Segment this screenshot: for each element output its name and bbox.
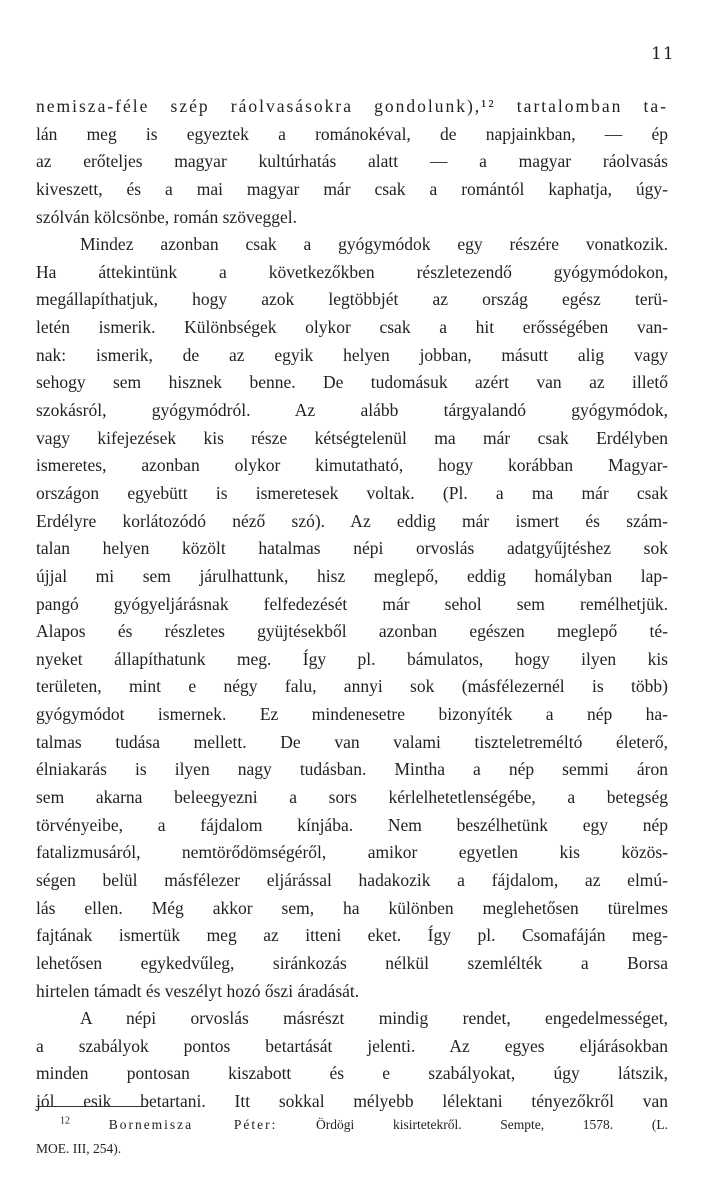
text-line: lán meg is egyeztek a románokéval, de napjainkban, — ép <box>36 123 668 144</box>
text-line: az erőteljes magyar kultúrhatás alatt — a magyar ráolvasás <box>36 151 668 172</box>
text-line: talan helyen közölt hatalmas népi orvoslás adatgyűjtéshez sok <box>36 538 668 559</box>
footnote-divider <box>36 1106 148 1107</box>
text-line: nemisza-féle szép ráolvasásokra gondolunk),¹² tartalomban ta- <box>36 96 668 116</box>
text-line: Erdélyre korlátozódó néző szó). Az eddig már ismert és szám- <box>36 510 668 531</box>
text-line: minden pontosan kiszabott és e szabályokat, úgy látszik, <box>36 1063 668 1084</box>
footnote-source: Ördögi kisirtetekről. Sempte, 1578. (L. <box>316 1117 668 1132</box>
paragraph-start-line: Mindez azonban csak a gyógymódok egy részére vonatkozik. <box>80 234 668 255</box>
text-line: Ha áttekintünk a következőkben részletezendő gyógymódokon, <box>36 261 668 282</box>
text-line: Alapos és részletes gyüjtésekből azonban egészen meglepő té- <box>36 621 668 642</box>
text-line: a szabályok pontos betartását jelenti. Az egyes eljárásokban <box>36 1035 668 1056</box>
text-line: megállapíthatjuk, hogy azok legtöbbjét az ország egész terü- <box>36 289 668 310</box>
footnote-line <box>36 1113 668 1137</box>
text-line: élniakarás is ilyen nagy tudásban. Mintha a nép semmi áron <box>36 759 668 780</box>
paragraph-start-line: A népi orvoslás másrészt mindig rendet, engedelmességet, <box>80 1008 668 1029</box>
text-line: fatalizmusáról, nemtörődömségéről, amikor egyetlen kis közös- <box>36 842 668 863</box>
text-line: hirtelen támadt és veszélyt hozó őszi áradását. <box>36 980 360 1001</box>
text-line: talmas tudása mellett. De van valami tiszteletreméltó életerő, <box>36 731 668 752</box>
text-line: szokásról, gyógymódról. Az alább tárgyalandó gyógymódok, <box>36 400 668 421</box>
text-line: lás ellen. Még akkor sem, ha különben meglehetősen türelmes <box>36 897 668 918</box>
text-line: fajtának ismertük meg az itteni eket. Így pl. Csomafáján meg- <box>36 925 668 946</box>
text-line: pangó gyógyeljárásnak felfedezését már sehol sem remélhetjük. <box>36 593 668 614</box>
footnote-author: Bornemisza Péter: <box>108 1117 278 1132</box>
text-line: sehogy sem hisznek benne. De tudomásuk azért van az illető <box>36 372 668 393</box>
text-line: ségen belül másfélezer eljárással hadakozik a fájdalom, az elmú- <box>36 869 668 890</box>
footnote-line: MOE. III, 254). <box>36 1141 122 1156</box>
text-line: országon egyebütt is ismeretesek voltak. (Pl. a ma már csak <box>36 482 668 503</box>
text-line: gyógymódot ismernek. Ez mindenesetre bizonyíték a nép ha- <box>36 704 668 725</box>
text-line: lehetősen egykedvűleg, siránkozás nélkül szemlélték a Borsa <box>36 952 668 973</box>
text-line: területen, mint e négy falu, annyi sok (másfélezernél is több) <box>36 676 668 697</box>
text-line: nyeket állapíthatunk meg. Így pl. bámulatos, hogy ilyen kis <box>36 648 668 669</box>
text-line: kiveszett, és a mai magyar már csak a romántól kaphatja, úgy- <box>36 178 668 199</box>
footnote-marker: 12 <box>60 1115 70 1127</box>
text-line: szólván kölcsönbe, román szöveggel. <box>36 206 297 227</box>
footnote <box>36 1113 668 1161</box>
text-line: újjal mi sem járulhattunk, hisz meglepő, eddig homályban lap- <box>36 565 668 586</box>
page-number: 11 <box>651 44 675 64</box>
text-line: vagy kifejezések kis része kétségtelenül ma már csak Erdélyben <box>36 427 668 448</box>
text-line: törvényeibe, a fájdalom kínjába. Nem beszélhetünk egy nép <box>36 814 668 835</box>
body-text <box>36 93 668 1116</box>
text-line: letén ismerik. Különbségek olykor csak a hit erősségében van- <box>36 317 668 338</box>
text-line: ismeretes, azonban olykor kimutatható, hogy korábban Magyar- <box>36 455 668 476</box>
text-line: jól esik betartani. Itt sokkal mélyebb lélektani tényezőkről van <box>36 1091 668 1112</box>
text-line: sem akarna beleegyezni a sors kérlelhetetlenségébe, a betegség <box>36 787 668 808</box>
text-line: nak: ismerik, de az egyik helyen jobban, másutt alig vagy <box>36 344 668 365</box>
